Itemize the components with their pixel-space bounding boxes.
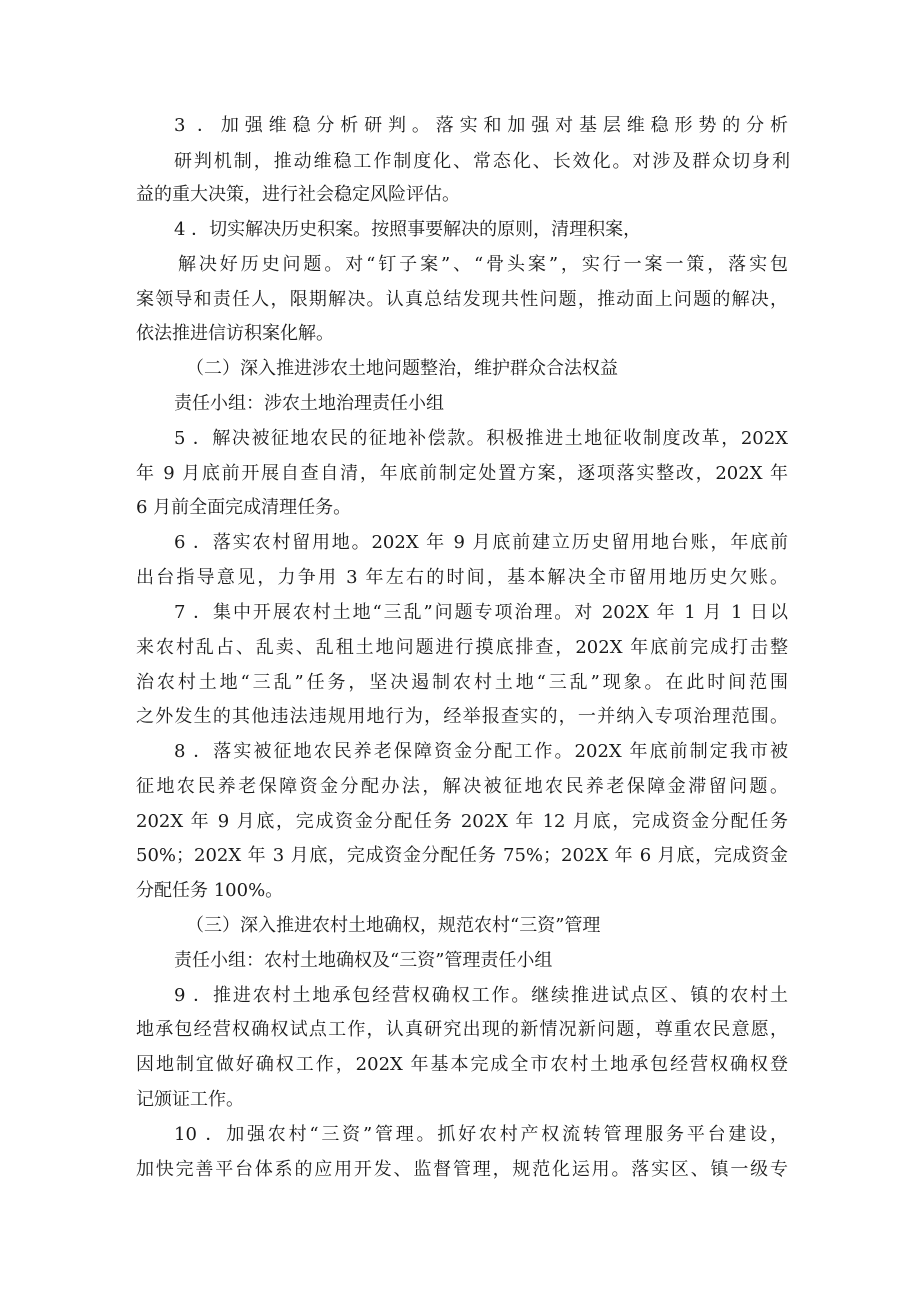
paragraph-line: 治农村土地“三乱”任务，坚决遏制农村土地“三乱”现象。在此时间范围 [136, 672, 788, 693]
paragraph-line: 加快完善平台体系的应用开发、监督管理，规范化运用。落实区、镇一级专 [136, 1159, 788, 1180]
paragraph-line: 6 ．落实农村留用地。202X 年 9 月底前建立历史留用地台账，年底前 [174, 532, 788, 553]
paragraph-line: 3 ．加强维稳分析研判。落实和加强对基层维稳形势的分析 [174, 115, 788, 136]
paragraph-line: 50%；202X 年 3 月底，完成资金分配任务 75%；202X 年 6 月底，完成资金 [136, 845, 788, 866]
paragraph-line: 9 ．推进农村土地承包经营权确权工作。继续推进试点区、镇的农村土 [174, 985, 788, 1006]
responsible-group: 责任小组：涉农土地治理责任小组 [174, 393, 444, 414]
paragraph-line: 益的重大决策，进行社会稳定风险评估。 [136, 184, 460, 205]
paragraph-line: 案领导和责任人，限期解决。认真总结发现共性问题，推动面上问题的解决， [136, 289, 788, 310]
paragraph-line: 记颁证工作。 [136, 1089, 244, 1110]
paragraph-line: 6 月前全面完成清理任务。 [136, 497, 352, 518]
paragraph-line: 8 ．落实被征地农民养老保障资金分配工作。202X 年底前制定我市被 [174, 741, 788, 762]
paragraph-line: 年 9 月底前开展自查自清，年底前制定处置方案，逐项落实整改，202X 年 [136, 463, 788, 484]
paragraph-line: 来农村乱占、乱卖、乱租土地问题进行摸底排查，202X 年底前完成打击整 [136, 637, 788, 658]
paragraph-line: 出台指导意见，力争用 3 年左右的时间，基本解决全市留用地历史欠账。 [136, 567, 788, 588]
paragraph-line: 征地农民养老保障资金分配办法，解决被征地农民养老保障金滞留问题。 [136, 776, 788, 797]
paragraph-line: 10 ．加强农村“三资”管理。抓好农村产权流转管理服务平台建设， [174, 1124, 788, 1145]
responsible-group: 责任小组：农村土地确权及“三资”管理责任小组 [174, 950, 553, 971]
paragraph-line: 依法推进信访积案化解。 [136, 323, 334, 344]
paragraph-line: 7 ．集中开展农村土地“三乱”问题专项治理。对 202X 年 1 月 1 日以 [174, 602, 788, 623]
paragraph-line: 研判机制，推动维稳工作制度化、常态化、长效化。对涉及群众切身利 [174, 151, 790, 172]
paragraph-line: 解决好历史问题。对“钉子案”、“骨头案”，实行一案一策，落实包 [178, 254, 788, 275]
section-heading: （三）深入推进农村土地确权，规范农村“三资”管理 [186, 915, 601, 936]
paragraph-line: 5 ．解决被征地农民的征地补偿款。积极推进土地征收制度改革，202X [174, 428, 788, 449]
paragraph-line: 202X 年 9 月底，完成资金分配任务 202X 年 12 月底，完成资金分配任务 [136, 811, 788, 832]
paragraph-line: 分配任务 100%。 [136, 880, 284, 901]
paragraph-line: 之外发生的其他违法违规用地行为，经举报查实的，一并纳入专项治理范围。 [136, 706, 788, 727]
section-heading: （二）深入推进涉农土地问题整治，维护群众合法权益 [186, 358, 618, 379]
paragraph-line: 因地制宜做好确权工作，202X 年基本完成全市农村土地承包经营权确权登 [136, 1054, 788, 1075]
paragraph-line: 地承包经营权确权试点工作，认真研究出现的新情况新问题，尊重农民意愿， [136, 1019, 788, 1040]
paragraph-line: 4 ．切实解决历史积案。按照事要解决的原则，清理积案， [174, 219, 642, 240]
